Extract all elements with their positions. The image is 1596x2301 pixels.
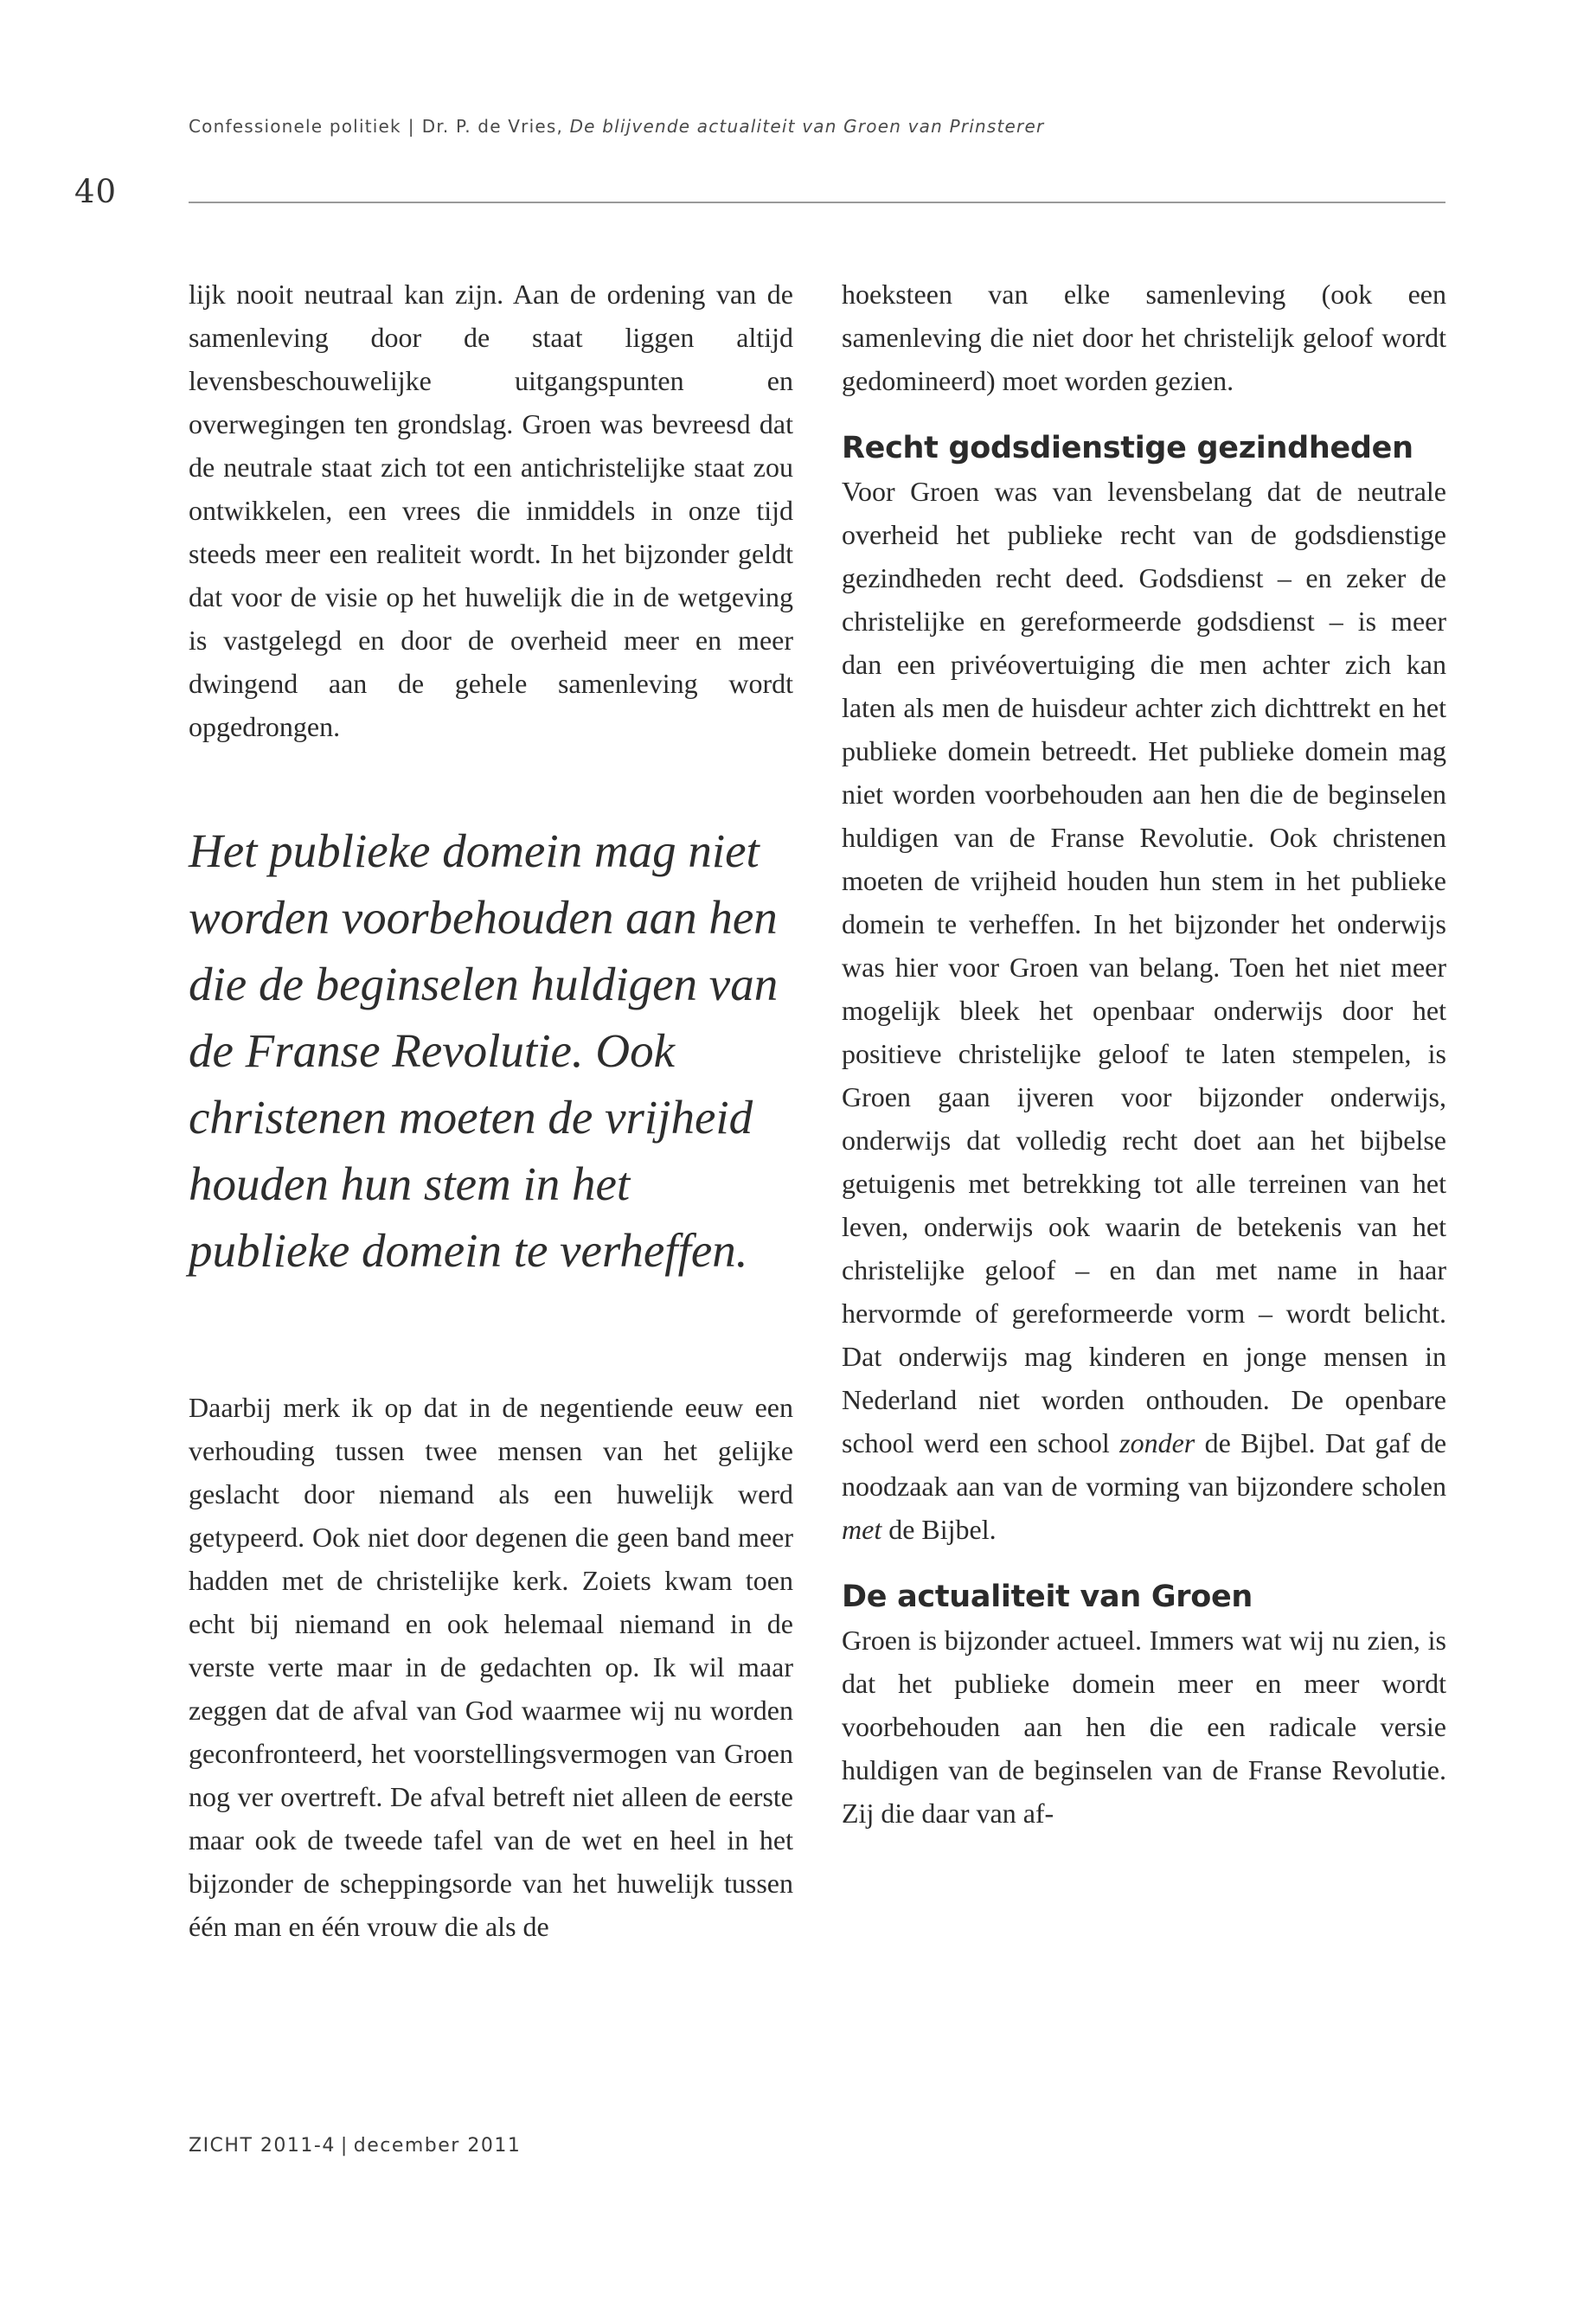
running-footer	[189, 2135, 521, 2157]
pull-quote: Het publieke domein mag niet worden voorbehouden aan hen die de beginselen huldigen van de Franse Revolutie. Ook christenen moeten de vrijheid houden hun stem in het publieke domein te verheffen.	[189, 824, 779, 1277]
page-number: 40	[74, 173, 118, 210]
right-paragraph-2-cont: de Bijbel. Dat gaf de noodzaak aan van de vorming van bijzondere scholen	[842, 1427, 1447, 1502]
header-section: Confessionele politiek	[189, 116, 401, 137]
footer-date: december 2011	[353, 2135, 522, 2157]
right-paragraph-2-text: Voor Groen was van levensbelang dat de neutrale overheid het publieke recht van de godsdienstige gezindheden recht deed. Godsdienst – en zeker de christelijke en gereformeerde godsdienst – is meer dan een privéovertuiging die men achter zich kan laten als men de huisdeur achter zich dichttrekt en het publieke domein betreedt. Het publieke domein mag niet worden voorbehouden aan hen die de beginselen huldigen van de Franse Revolutie. Ook christenen moeten de vrijheid houden hun stem in het publieke domein te verheffen. In het bijzonder het onderwijs was hier voor Groen van belang. Toen het niet meer mogelijk bleek het openbaar onderwijs door het positieve christelijke geloof te laten stempelen, is Groen gaan ijveren voor bijzonder onderwijs, onderwijs dat volledig recht doet aan het bijbelse getuigenis met betrekking tot alle terreinen van het leven, onderwijs ook waarin de betekenis van het christelijke geloof – en dan met name in haar hervormde of gereformeerde vorm – wordt belicht. Dat onderwijs mag kinderen en jonge mensen in Nederland niet worden onthouden. De openbare school werd een school	[842, 476, 1446, 1458]
right-paragraph-2	[842, 470, 1446, 1551]
footer-separator: |	[340, 2135, 349, 2157]
right-paragraph-2-end: de Bijbel.	[888, 1514, 997, 1545]
header-separator: |	[407, 116, 415, 137]
left-column	[189, 272, 793, 1948]
left-paragraph-1: lijk nooit neutraal kan zijn. Aan de ordening van de samenleving door de staat liggen altijd levensbeschouwelijke uitgangspunten en overwegingen ten grondslag. Groen was bevreesd dat de neutrale staat zich tot een antichristelijke staat zou ontwikkelen, een vrees die inmiddels in onze tijd steeds meer een realiteit wordt. In het bijzonder geldt dat voor de visie op het huwelijk die in de wetgeving is vastgelegd en door de overheid meer en meer dwingend aan de gehele samenleving wordt opgedrongen.	[189, 279, 793, 742]
right-column	[842, 272, 1446, 1835]
header-author: Dr. P. de Vries,	[421, 116, 564, 137]
right-paragraph-1: hoeksteen van elke samenleving (ook een samenleving die niet door het christelijk geloof wordt gedomineerd) moet worden gezien.	[842, 279, 1446, 396]
header-article-title: De blijvende actualiteit van Groen van Prinsterer	[569, 116, 1045, 137]
footer-publication: ZICHT 2011-4	[189, 2135, 336, 2157]
subheading-de-actualiteit-van-groen: De actualiteit van Groen	[842, 1580, 1253, 1614]
subheading-recht-godsdienstige-gezindheden: Recht godsdienstige gezindheden	[842, 431, 1413, 465]
header-rule	[189, 202, 1445, 203]
emphasis-zonder: zonder	[1119, 1427, 1195, 1458]
running-header	[189, 116, 1044, 137]
right-paragraph-3: Groen is bijzonder actueel. Immers wat wij nu zien, is dat het publieke domein meer en meer wordt voorbehouden aan hen die een radicale versie huldigen van de beginselen van de Franse Revolutie. Zij die daar van af-	[842, 1625, 1446, 1829]
emphasis-met: met	[842, 1514, 882, 1545]
left-paragraph-2: Daarbij merk ik op dat in de negentiende eeuw een verhouding tussen twee mensen van het gelijke geslacht door niemand als een huwelijk werd getypeerd. Ook niet door degenen die geen band meer hadden met de christelijke kerk. Zoiets kwam toen echt bij niemand en ook helemaal niemand in de verste verte maar in de gedachten op. Ik wil maar zeggen dat de afval van God waarmee wij nu worden geconfronteerd, het voorstellingsvermogen van Groen nog ver overtreft. De afval betreft niet alleen de eerste maar ook de tweede tafel van de wet en heel in het bijzonder de scheppingsorde van het huwelijk tussen één man en één vrouw die als de	[189, 1392, 793, 1942]
